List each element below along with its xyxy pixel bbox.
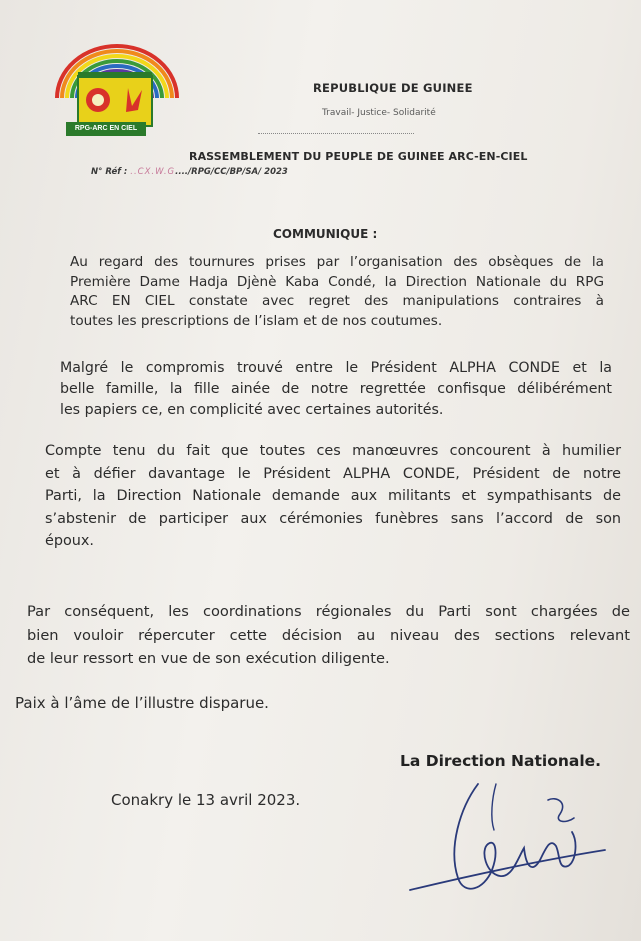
text-line: et à défier davantage le Président ALPHA CONDE, Président de notre	[45, 465, 621, 482]
reference-label: N° Réf :	[91, 167, 128, 177]
communique-title: COMMUNIQUE :	[273, 227, 378, 241]
reference-line	[91, 167, 288, 177]
text-line: de leur ressort en vue de son exécution diligente.	[27, 650, 390, 667]
paragraph-2	[60, 358, 612, 421]
reference-suffix: ..../RPG/CC/BP/SA/ 2023	[175, 167, 288, 177]
party-name: RASSEMBLEMENT DU PEUPLE DE GUINEE ARC-EN-CIEL	[189, 150, 528, 163]
closing-line: Paix à l’âme de l’illustre disparue.	[15, 694, 269, 712]
text-line: ARC EN CIEL constate avec regret des manipulations contraires à	[70, 293, 604, 309]
text-line: Compte tenu du fait que toutes ces manœuvres concourent à humilier	[45, 443, 621, 459]
text-line: bien vouloir répercuter cette décision au niveau des sections relevant	[27, 626, 630, 644]
signature-icon	[400, 778, 620, 908]
paragraph-1	[70, 253, 604, 331]
dotted-divider	[258, 133, 414, 134]
national-motto: Travail- Justice- Solidarité	[322, 108, 436, 118]
text-line: les papiers ce, en complicité avec certaines autorités.	[60, 402, 444, 418]
paragraph-4	[27, 600, 630, 671]
signatory: La Direction Nationale.	[400, 752, 602, 770]
text-line: Par conséquent, les coordinations régionales du Parti sont chargées de	[27, 603, 630, 620]
text-line: s’abstenir de participer aux cérémonies funèbres sans l’accord de son	[45, 510, 621, 527]
text-line: Au regard des tournures prises par l’organisation des obsèques de la	[70, 254, 604, 270]
paragraph-3	[45, 440, 621, 553]
text-line: belle famille, la fille ainée de notre regrettée confisque délibérément	[60, 381, 612, 397]
text-line: Malgré le compromis trouvé entre le Président ALPHA CONDE et la	[60, 360, 612, 376]
republic-title: REPUBLIQUE DE GUINEE	[313, 81, 473, 95]
text-line: Parti, la Direction Nationale demande aux militants et sympathisants de	[45, 488, 621, 504]
reference-number: ..CX.W.G	[130, 167, 176, 177]
text-line: Première Dame Hadja Djènè Kaba Condé, la Direction Nationale du RPG	[70, 273, 604, 290]
text-line: toutes les prescriptions de l’islam et de nos coutumes.	[70, 312, 443, 329]
place-date: Conakry le 13 avril 2023.	[111, 791, 301, 809]
text-line: époux.	[45, 533, 95, 549]
logo-label: RPG-ARC EN CIEL	[66, 122, 146, 136]
